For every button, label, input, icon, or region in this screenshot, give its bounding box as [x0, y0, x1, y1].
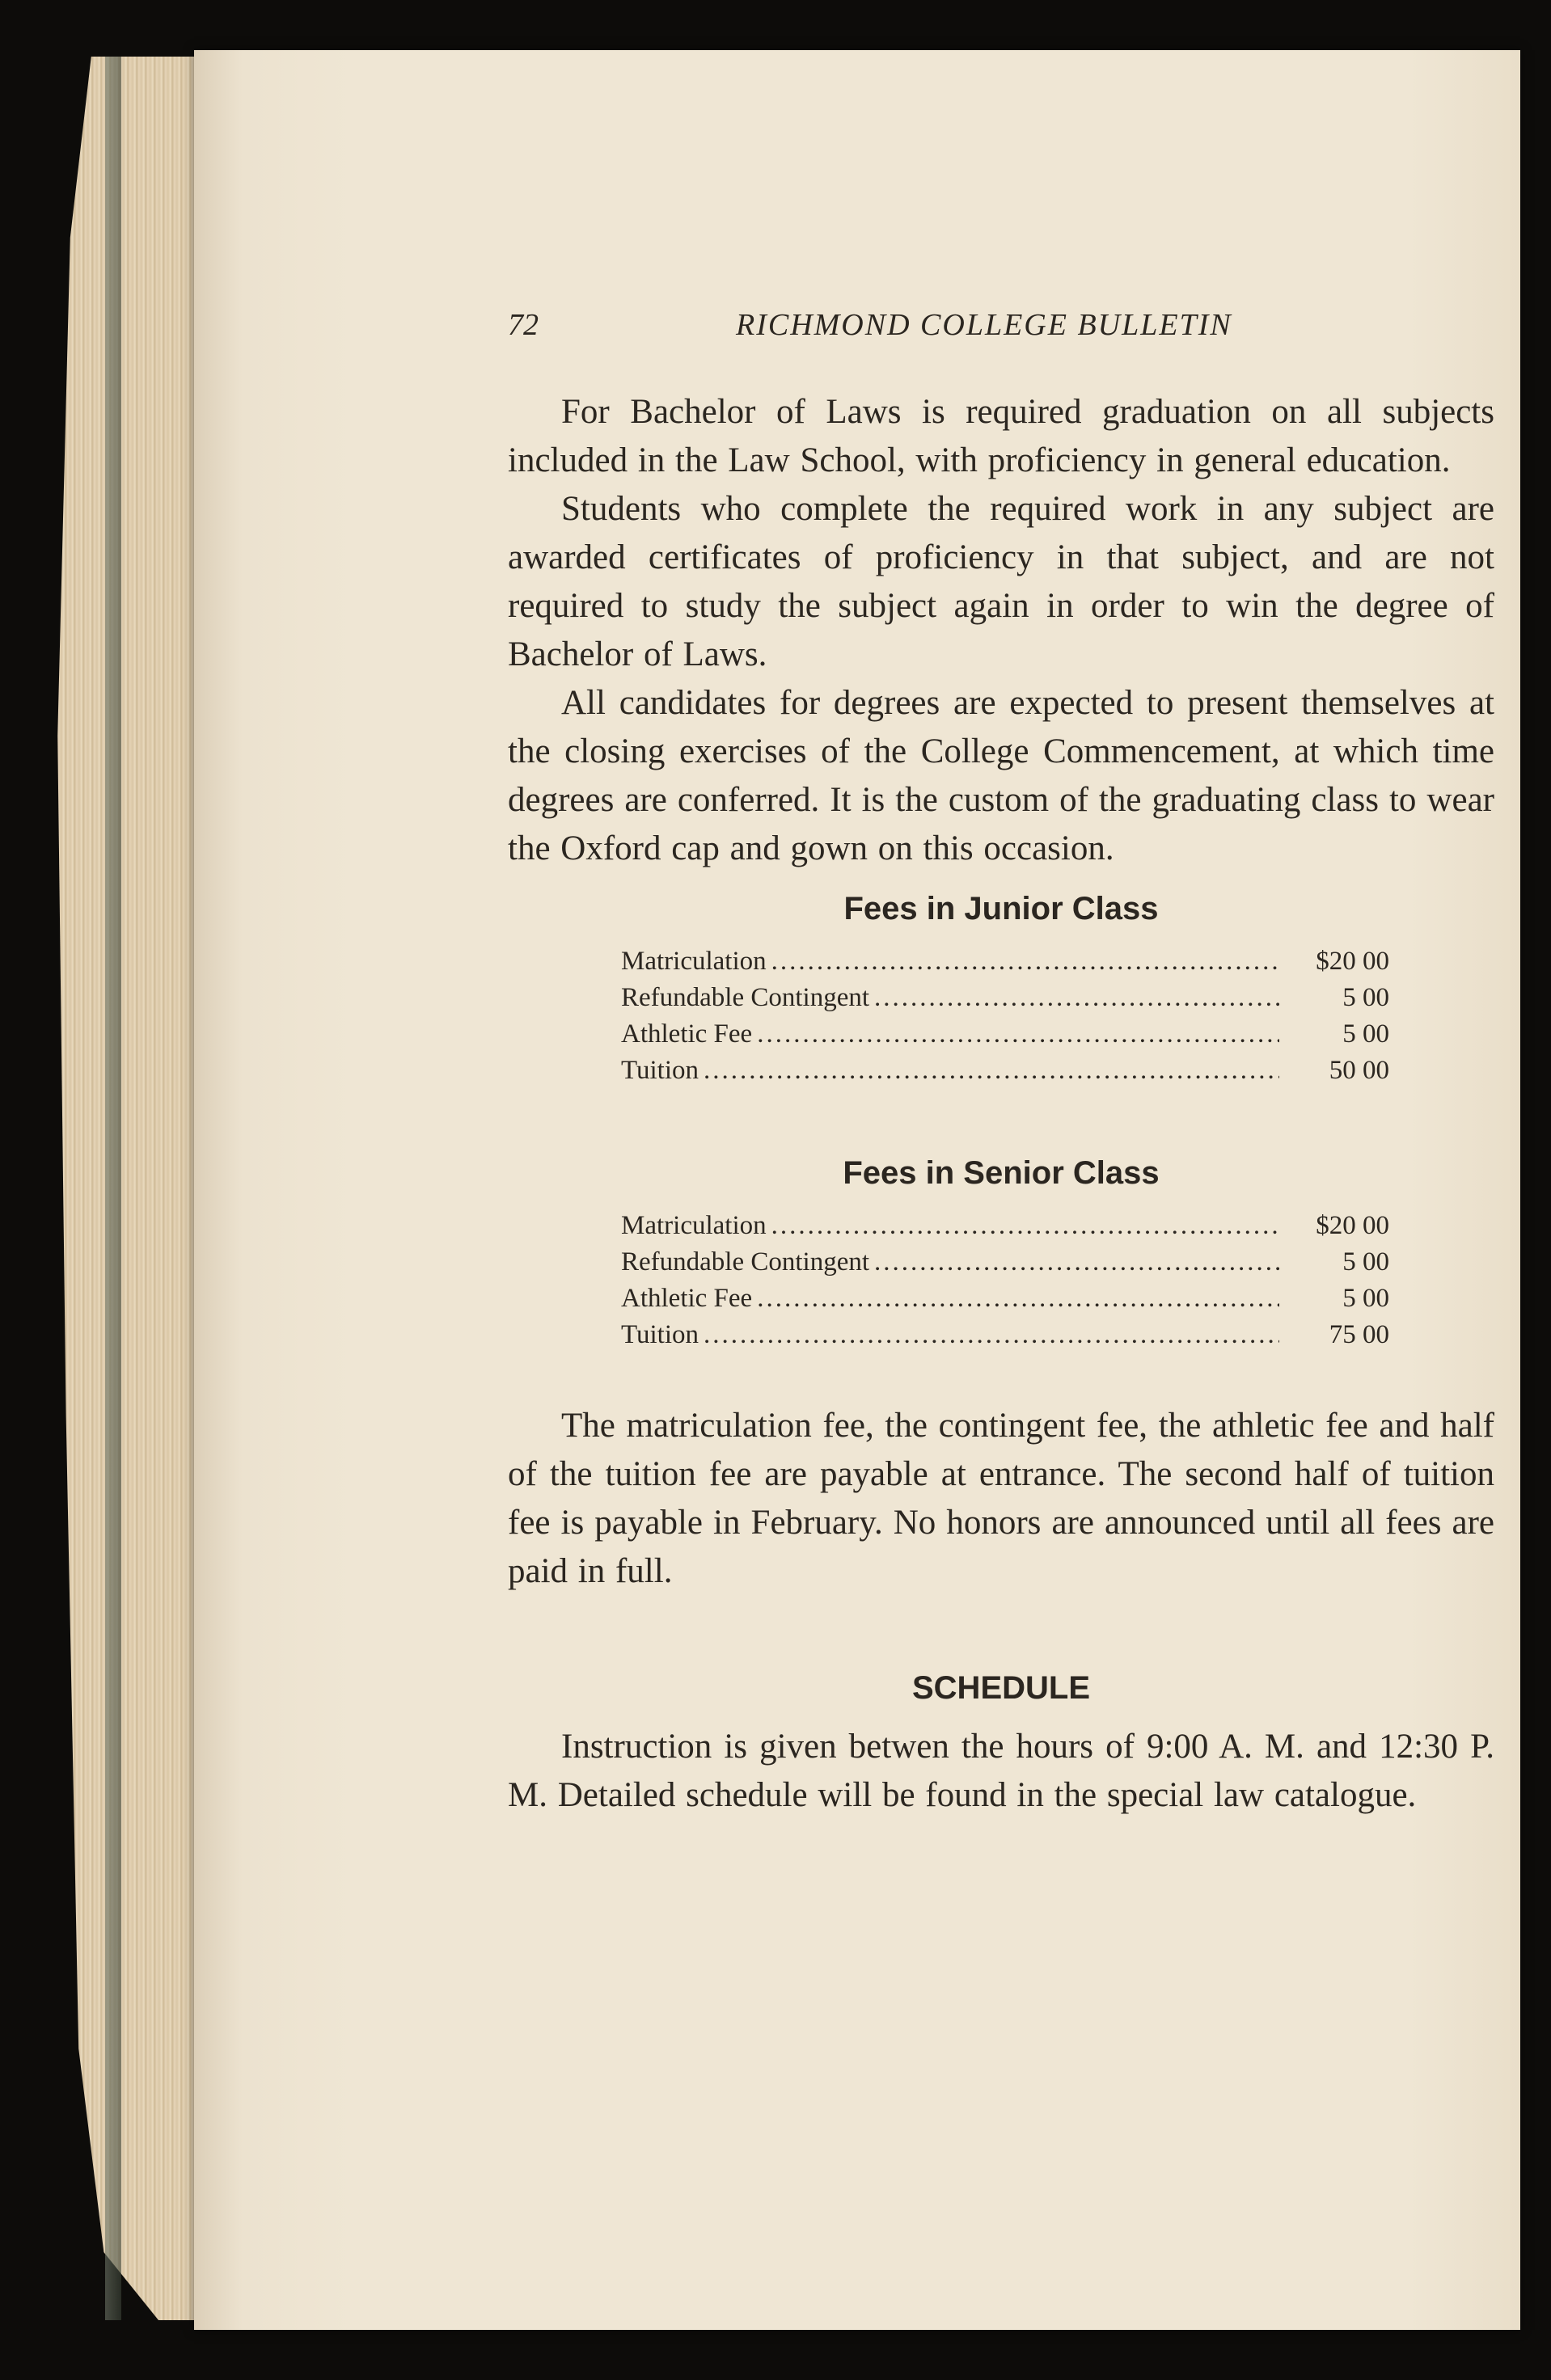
senior-fees-heading: Fees in Senior Class — [843, 1155, 1160, 1191]
junior-fees-heading: Fees in Junior Class — [843, 891, 1159, 926]
running-head — [508, 307, 1494, 356]
table-row — [621, 1208, 1389, 1244]
fee-amount: $20 00 — [1316, 947, 1389, 976]
table-row — [621, 1053, 1389, 1089]
page-content — [508, 307, 1494, 1820]
dot-leader — [757, 1281, 1279, 1317]
fee-label: Athletic Fee — [621, 1019, 753, 1049]
senior-fees-table — [621, 1208, 1389, 1353]
paragraph-commencement: All candidates for degrees are expected to present themselves at the closing exercises of the College Commencement, at which time degrees are conferred. It is the custom of the graduating class to wear the Oxford cap and gown on this occasion. — [508, 684, 1494, 867]
fee-amount: 75 00 — [1329, 1320, 1389, 1349]
fee-amount: 5 00 — [1342, 983, 1389, 1012]
page-number: 72 — [508, 308, 539, 342]
fee-label: Matriculation — [621, 1211, 767, 1240]
paragraph-payment: The matriculation fee, the contingent fee, the athletic fee and half of the tuition fee are payable at entrance. The second half of tuition fee is payable in February. No honors are announced until all fees are paid in full. — [508, 1407, 1494, 1590]
dot-leader — [704, 1053, 1279, 1089]
spacer — [508, 1353, 1494, 1402]
spacer — [508, 1596, 1494, 1652]
paragraph-schedule: Instruction is given betwen the hours of 9:00 A. M. and 12:30 P. M. Detailed schedule will be found in the special law catalogue. — [508, 1728, 1494, 1814]
dot-leader — [874, 1244, 1279, 1281]
fee-label: Refundable Contingent — [621, 1247, 870, 1277]
fee-label: Tuition — [621, 1320, 699, 1349]
paragraph-certificates: Students who complete the required work in any subject are awarded certificates of proficiency in that subject, and are not required to study the subject again in order to win the degree of Bachelor of Laws. — [508, 490, 1494, 673]
fee-amount: 5 00 — [1342, 1019, 1389, 1049]
dot-leader — [771, 943, 1279, 980]
dot-leader — [874, 980, 1279, 1016]
fee-label: Tuition — [621, 1056, 699, 1085]
table-row — [621, 1244, 1389, 1281]
book-cover-edge — [105, 57, 121, 2320]
schedule-heading: SCHEDULE — [911, 1670, 1091, 1706]
header-title: RICHMOND COLLEGE BULLETIN — [736, 308, 1232, 342]
fee-amount: $20 00 — [1316, 1211, 1389, 1240]
fee-label: Athletic Fee — [621, 1284, 753, 1313]
dot-leader — [757, 1016, 1279, 1053]
paragraph-bachelor-of-laws: For Bachelor of Laws is required graduation on all subjects included in the Law School, with proficiency in general education. — [508, 393, 1494, 479]
fee-label: Refundable Contingent — [621, 983, 870, 1012]
fee-label: Matriculation — [621, 947, 767, 976]
fee-amount: 5 00 — [1342, 1284, 1389, 1313]
table-row — [621, 1317, 1389, 1353]
table-row — [621, 980, 1389, 1016]
table-row — [621, 943, 1389, 980]
dot-leader — [704, 1317, 1279, 1353]
fee-amount: 5 00 — [1342, 1247, 1389, 1277]
fee-amount: 50 00 — [1329, 1056, 1389, 1085]
table-row — [621, 1016, 1389, 1053]
junior-fees-table — [621, 943, 1389, 1089]
dot-leader — [771, 1208, 1279, 1244]
spacer — [508, 1089, 1494, 1137]
table-row — [621, 1281, 1389, 1317]
